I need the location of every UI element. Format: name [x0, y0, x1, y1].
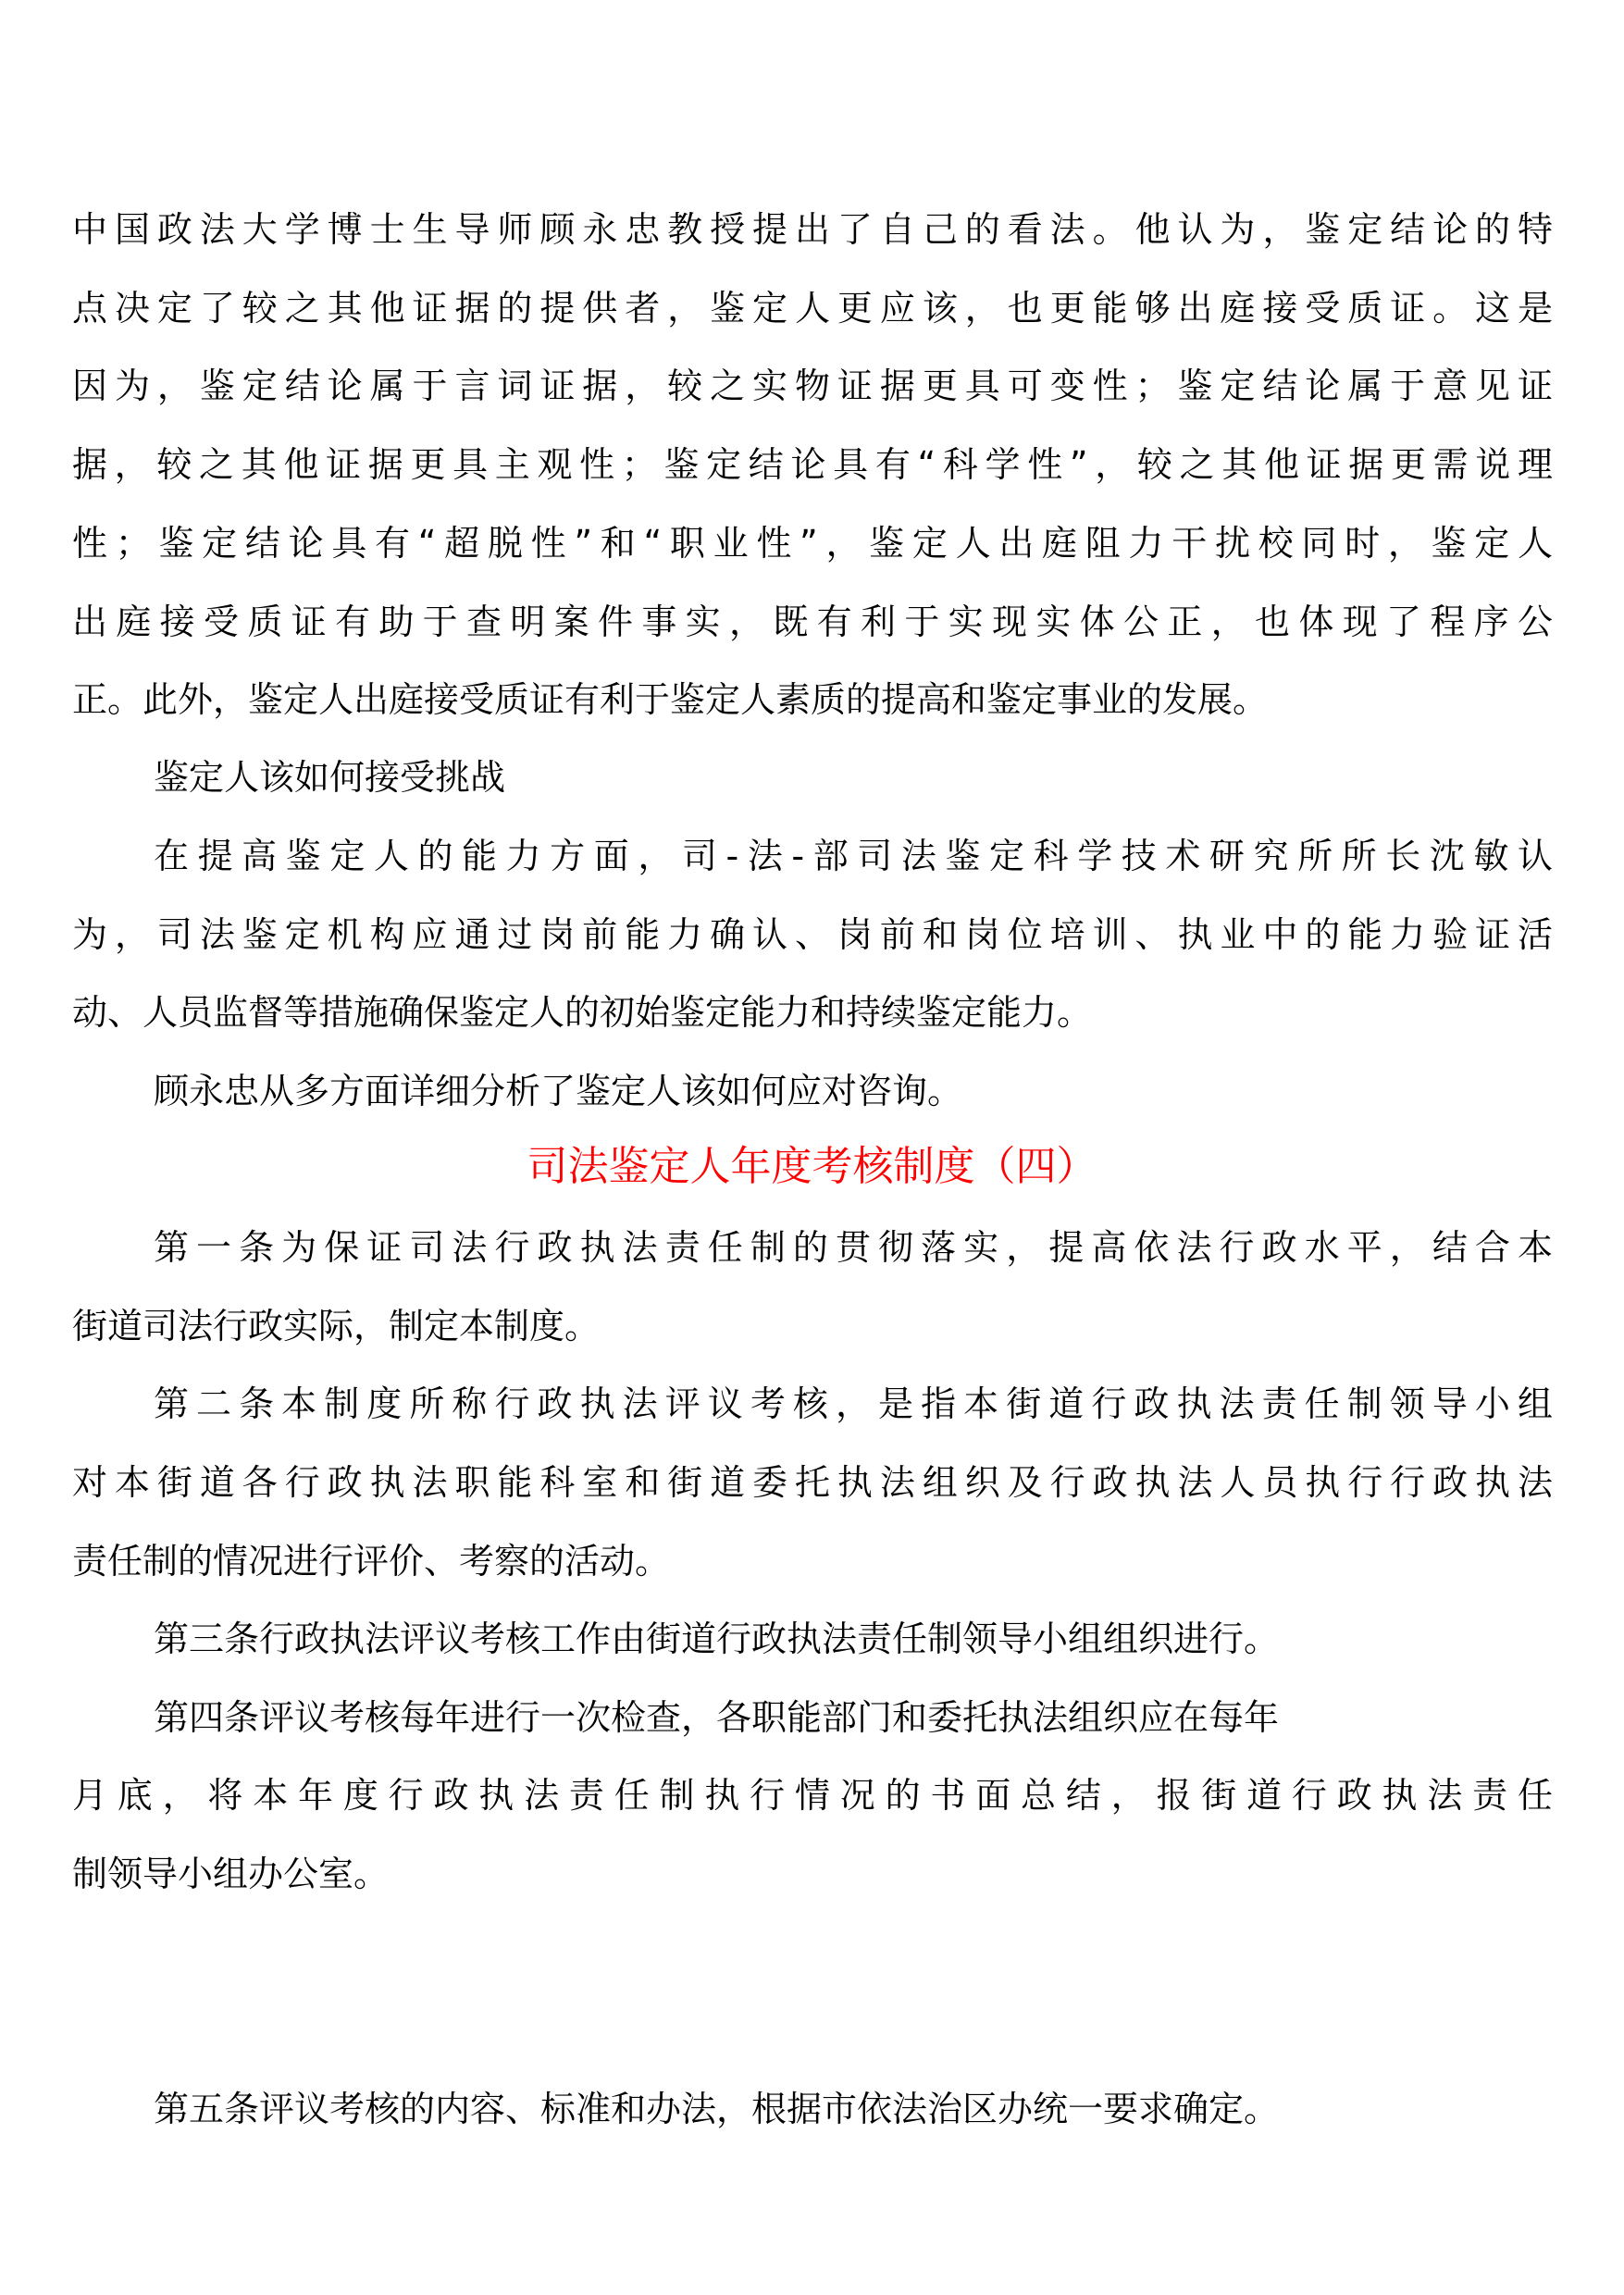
paragraph-line: 动、人员监督等措施确保鉴定人的初始鉴定能力和持续鉴定能力。: [72, 992, 1093, 1033]
paragraph-line: 为，司法鉴定机构应通过岗前能力确认、岗前和岗位培训、执业中的能力验证活: [72, 914, 1553, 955]
article-line: 第三条行政执法评议考核工作由街道行政执法责任制领导小组组织进行。: [154, 1619, 1280, 1659]
paragraph-line: 正。此外，鉴定人出庭接受质证有利于鉴定人素质的提高和鉴定事业的发展。: [72, 679, 1269, 720]
article-line: 第二条本制度所称行政执法评议考核，是指本街道行政执法责任制领导小组: [154, 1383, 1553, 1424]
paragraph-line: 顾永忠从多方面详细分析了鉴定人该如何应对咨询。: [154, 1071, 963, 1111]
article-line: 第四条评议考核每年进行一次检查，各职能部门和委托执法组织应在每年: [154, 1697, 1280, 1738]
article-line: 第一条为保证司法行政执法责任制的贯彻落实，提高依法行政水平，结合本: [154, 1227, 1553, 1268]
article-line: 街道司法行政实际，制定本制度。: [72, 1306, 601, 1346]
paragraph-line: 性；鉴定结论具有“超脱性”和“职业性”，鉴定人出庭阻力干扰校同时，鉴定人: [72, 523, 1553, 564]
paragraph-line: 据，较之其他证据更具主观性；鉴定结论具有“科学性”，较之其他证据更需说理: [72, 444, 1553, 485]
paragraph-line: 出庭接受质证有助于查明案件事实，既有利于实现实体公正，也体现了程序公: [72, 602, 1553, 642]
article-line: 第五条评议考核的内容、标准和办法，根据市依法治区办统一要求确定。: [154, 2089, 1280, 2129]
subheading: 鉴定人该如何接受挑战: [154, 757, 506, 798]
paragraph-line: 在提高鉴定人的能力方面，司-法-部司法鉴定科学技术研究所所长沈敏认: [154, 836, 1553, 876]
section-title: 司法鉴定人年度考核制度（四）: [527, 1143, 1097, 1190]
paragraph-line: 因为，鉴定结论属于言词证据，较之实物证据更具可变性；鉴定结论属于意见证: [72, 366, 1553, 406]
article-line: 对本街道各行政执法职能科室和街道委托执法组织及行政执法人员执行行政执法: [72, 1462, 1553, 1503]
article-line: 月底，将本年度行政执法责任制执行情况的书面总结，报街道行政执法责任: [72, 1775, 1553, 1816]
paragraph-line: 点决定了较之其他证据的提供者，鉴定人更应该，也更能够出庭接受质证。这是: [72, 288, 1553, 329]
article-line: 责任制的情况进行评价、考察的活动。: [72, 1541, 671, 1582]
article-line: 制领导小组办公室。: [72, 1854, 390, 1894]
paragraph-line: 中国政法大学博士生导师顾永忠教授提出了自己的看法。他认为，鉴定结论的特: [72, 209, 1553, 250]
